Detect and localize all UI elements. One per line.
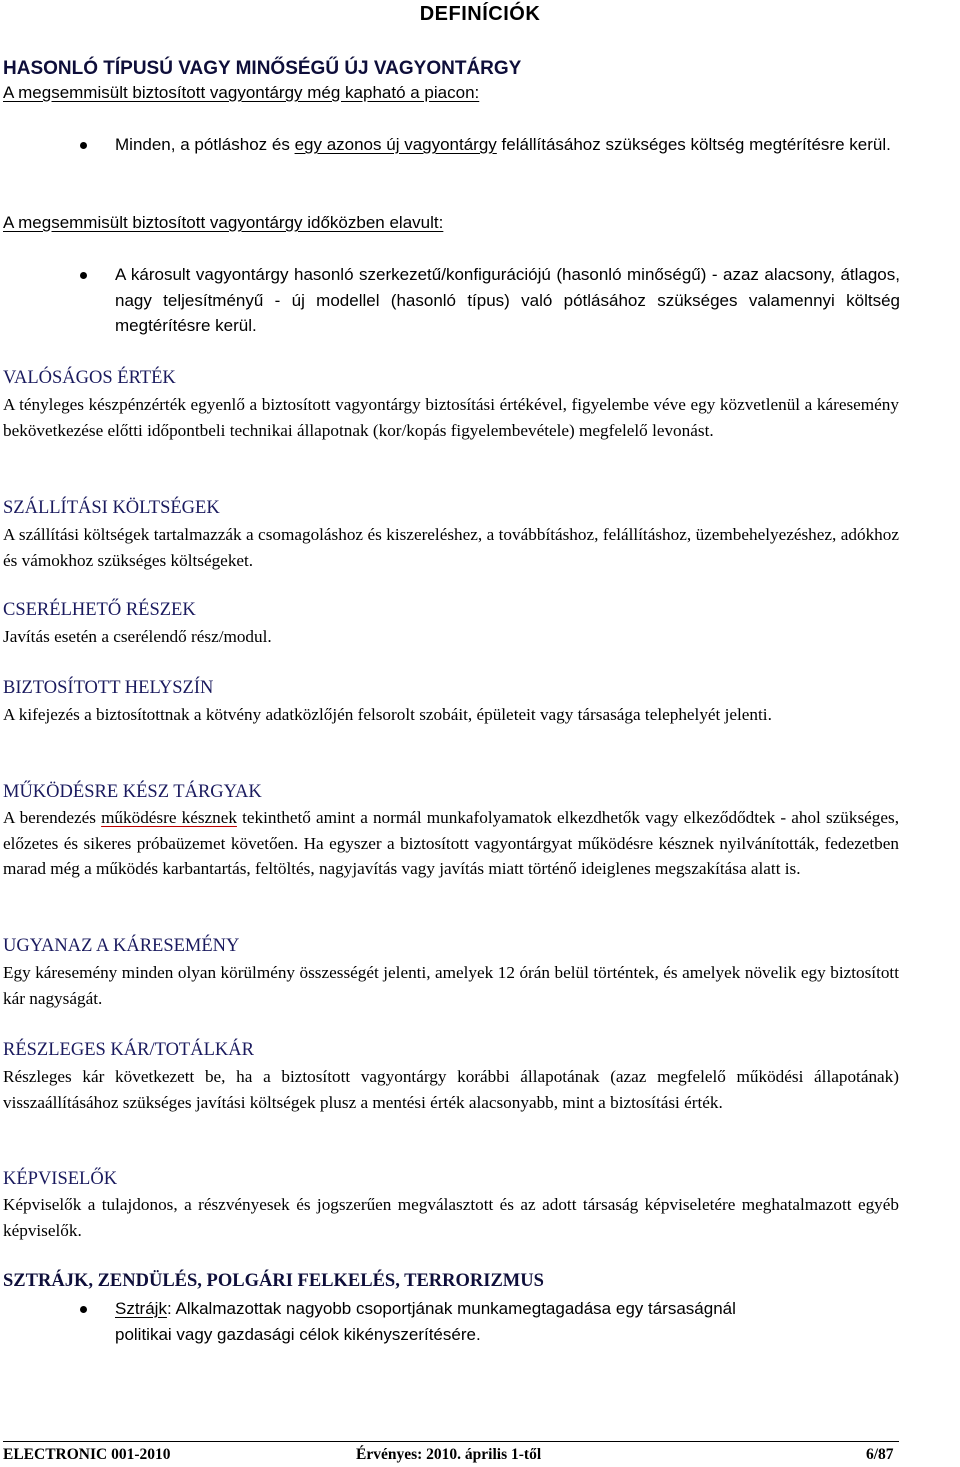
section-heading-actual-value: VALÓSÁGOS ÉRTÉK xyxy=(3,368,176,388)
section-text-operational-items xyxy=(3,805,899,882)
section-heading-same-event: UGYANAZ A KÁRESEMÉNY xyxy=(3,936,240,956)
section-heading-insured-location: BIZTOSÍTOTT HELYSZÍN xyxy=(3,678,214,698)
section-text-transport-costs: A szállítási költségek tartalmazzák a csomagoláshoz és kiszereléshez, a továbbításhoz, felállításhoz, üzembehelyezéshez, adókhoz és vámokhoz szükséges költségeket. xyxy=(3,525,899,570)
bullet-icon xyxy=(80,1306,87,1313)
section-text-insured-location: A kifejezés a biztosítottnak a kötvény adatközlőjén felsorolt szobáit, épületeit vagy társasága telephelyét jelenti. xyxy=(3,705,772,724)
section-text-partial-total-loss: Részleges kár következett be, ha a biztosított vagyontárgy korábbi állapotának (azaz megfelelő működési állapotának) visszaállításához szükséges javítási költségek plusz a mentési érték alacsonyabb, mint a biztosítási érték. xyxy=(3,1067,899,1112)
page-title: DEFINÍCIÓK xyxy=(419,3,541,25)
section-heading-transport-costs: SZÁLLÍTÁSI KÖLTSÉGEK xyxy=(3,498,220,518)
footer-page-number: 6/87 xyxy=(866,1446,894,1463)
footer-document-code: ELECTRONIC 001-2010 xyxy=(3,1446,171,1463)
subheading-obsolete: A megsemmisült biztosított vagyontárgy időközben elavult: xyxy=(3,213,444,232)
section-text-actual-value: A tényleges készpénzérték egyenlő a biztosított vagyontárgy biztosítási értékével, figyelembe véve egy közvetlenül a káresemény bekövetkezése előtti időpontbeli technikai állapotnak (kor/kopás figyelembevétele) megfelelő levonást. xyxy=(3,395,899,440)
section-heading-replaceable-parts: CSERÉLHETŐ RÉSZEK xyxy=(3,600,196,620)
bullet-text: A károsult vagyontárgy hasonló szerkezetű/konfigurációjú (hasonló minőségű) - azaz alacsony, átlagos, nagy teljesítményű - új modellel (hasonló típus) való pótlásához szükséges valamennyi költség megtérítésre kerül. xyxy=(115,265,900,336)
bullet-icon xyxy=(80,272,87,279)
term-ready-for-operation: működésre késznek xyxy=(101,808,237,827)
bullet-text-line-2: politikai vagy gazdasági célok kikényszerítésére. xyxy=(115,1324,481,1344)
footer-divider xyxy=(3,1441,899,1442)
section-text-same-event: Egy káresemény minden olyan körülmény összességét jelenti, amelyek 12 órán belül történtek, és amelyek növelik egy biztosított kár nagyságát. xyxy=(3,963,899,1008)
term-colon: : xyxy=(166,1299,172,1318)
bullet-text-start: Minden, a pótláshoz és xyxy=(115,135,295,154)
term-identical-new-item: egy azonos új vagyontárgy xyxy=(294,135,497,154)
section-heading-operational-items: MŰKÖDÉSRE KÉSZ TÁRGYAK xyxy=(3,782,262,802)
term-strike: Sztrájk xyxy=(115,1299,167,1318)
section-text-replaceable-parts: Javítás esetén a cserélendő rész/modul. xyxy=(3,627,272,646)
bullet-text-end: felállításához szükséges költség megtérítésre kerül. xyxy=(496,135,891,154)
section-heading-representatives: KÉPVISELŐK xyxy=(3,1169,118,1189)
bullet-icon xyxy=(80,142,87,149)
section-text-representatives: Képviselők a tulajdonos, a részvényesek és jogszerűen megválasztott és az adott társaság képviseletére meghatalmazott egyéb képviselők. xyxy=(3,1195,899,1240)
text-end: tekinthető amint a normál munkafolyamatok elkezdhetők vagy elkeződődtek - ahol szükséges, előzetes és sikeres próbaüzemet követően. Ha egyszer a biztosított vagyontárgyat működésre késznek nyilvánították, fedezetben marad még a működés karbantartás, feltöltés, nagyjavítás vagy javítás miatt történő ideiglenes megszakítása alatt is. xyxy=(3,808,899,879)
subheading-available-on-market: A megsemmisült biztosított vagyontárgy még kapható a piacon: xyxy=(3,83,480,102)
section-heading-partial-total-loss: RÉSZLEGES KÁR/TOTÁLKÁR xyxy=(3,1040,254,1060)
text-start: A berendezés xyxy=(3,808,102,827)
section-heading-strike: SZTRÁJK, ZENDÜLÉS, POLGÁRI FELKELÉS, TERRORIZMUS xyxy=(3,1271,544,1291)
bullet-text-line-1: Alkalmazottak nagyobb csoportjának munkamegtagadása egy társaságnál xyxy=(171,1299,736,1318)
footer-validity-date: Érvényes: 2010. április 1-től xyxy=(356,1446,542,1463)
section-heading-new-item: HASONLÓ TÍPUSÚ VAGY MINŐSÉGŰ ÚJ VAGYONTÁRGY xyxy=(3,58,522,79)
